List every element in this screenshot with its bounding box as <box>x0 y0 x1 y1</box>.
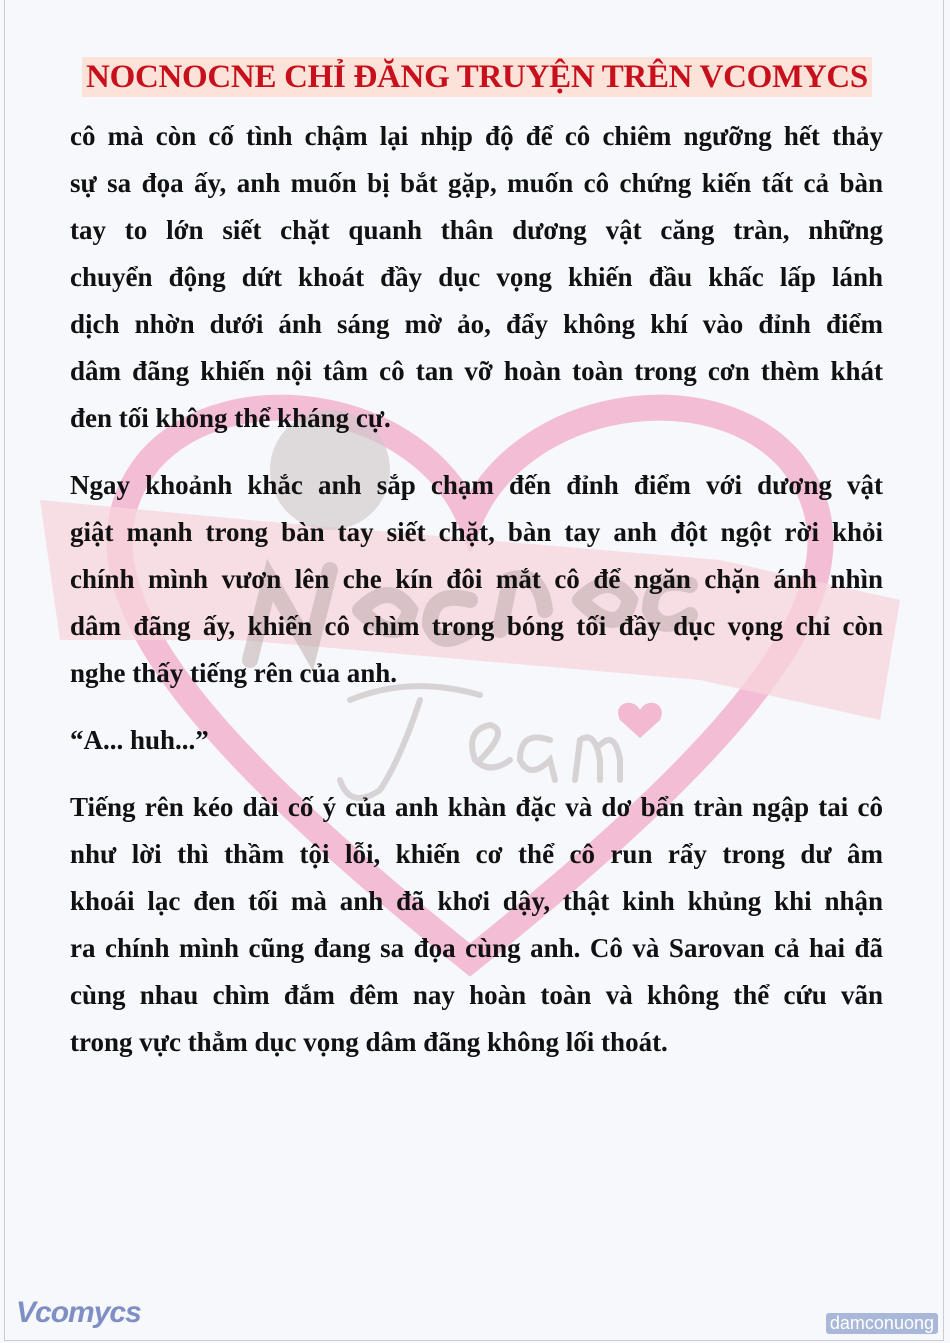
text-line: chính mình vươn lên che kín đôi mắt cô để ngăn chặn ánh nhìn <box>70 564 883 594</box>
text-line: nghe thấy tiếng rên của anh. <box>70 658 398 688</box>
text-line: tay to lớn siết chặt quanh thân dương vật căng tràn, những <box>70 215 883 245</box>
text-line: cùng nhau chìm đắm đêm nay hoàn toàn và không thể cứu vãn <box>70 980 883 1010</box>
text-line: ra chính mình cũng đang sa đọa cùng anh. Cô và Sarovan cả hai đã <box>70 933 883 963</box>
text-line: như lời thì thầm tội lỗi, khiến cơ thể cô run rẩy trong dư âm <box>70 839 883 869</box>
text-line: trong vực thẳm dục vọng dâm đãng không lối thoát. <box>70 1027 668 1057</box>
text-line: dâm đãng ấy, khiến cô chìm trong bóng tối đầy dục vọng chỉ còn <box>70 611 883 641</box>
text-line: chuyển động dứt khoát đầy dục vọng khiến đầu khấc lấp lánh <box>70 262 883 292</box>
text-line: dâm đãng khiến nội tâm cô tan vỡ hoàn toàn trong cơn thèm khát <box>70 356 883 386</box>
text-line: Ngay khoảnh khắc anh sắp chạm đến đỉnh điểm với dương vật <box>70 470 883 500</box>
text-line: khoái lạc đen tối mà anh đã khơi dậy, thật kinh khủng khi nhận <box>70 886 883 916</box>
page-title: NOCNOCNE CHỈ ĐĂNG TRUYỆN TRÊN VCOMYCS <box>82 57 872 97</box>
text-line: đen tối không thể kháng cự. <box>70 403 391 433</box>
text-line: cô mà còn cố tình chậm lại nhịp độ để cô chiêm ngưỡng hết thảy <box>70 121 883 151</box>
text-line: dịch nhờn dưới ánh sáng mờ ảo, đẩy không khí vào đỉnh điểm <box>70 309 883 339</box>
paragraph <box>70 784 883 1066</box>
text-line: sự sa đọa ấy, anh muốn bị bắt gặp, muốn cô chứng kiến tất cả bàn <box>70 168 883 198</box>
translator-credit: damconuong <box>826 1313 938 1334</box>
vcomycs-logo: Vcomycs <box>16 1296 141 1329</box>
paragraph <box>70 113 883 442</box>
text-line: giật mạnh trong bàn tay siết chặt, bàn tay anh đột ngột rời khỏi <box>70 517 883 547</box>
paragraph <box>70 462 883 697</box>
paragraph <box>70 717 883 764</box>
text-line: “A... huh...” <box>70 725 209 755</box>
story-text <box>70 113 883 1086</box>
text-line: Tiếng rên kéo dài cố ý của anh khàn đặc và dơ bẩn tràn ngập tai cô <box>70 792 883 822</box>
